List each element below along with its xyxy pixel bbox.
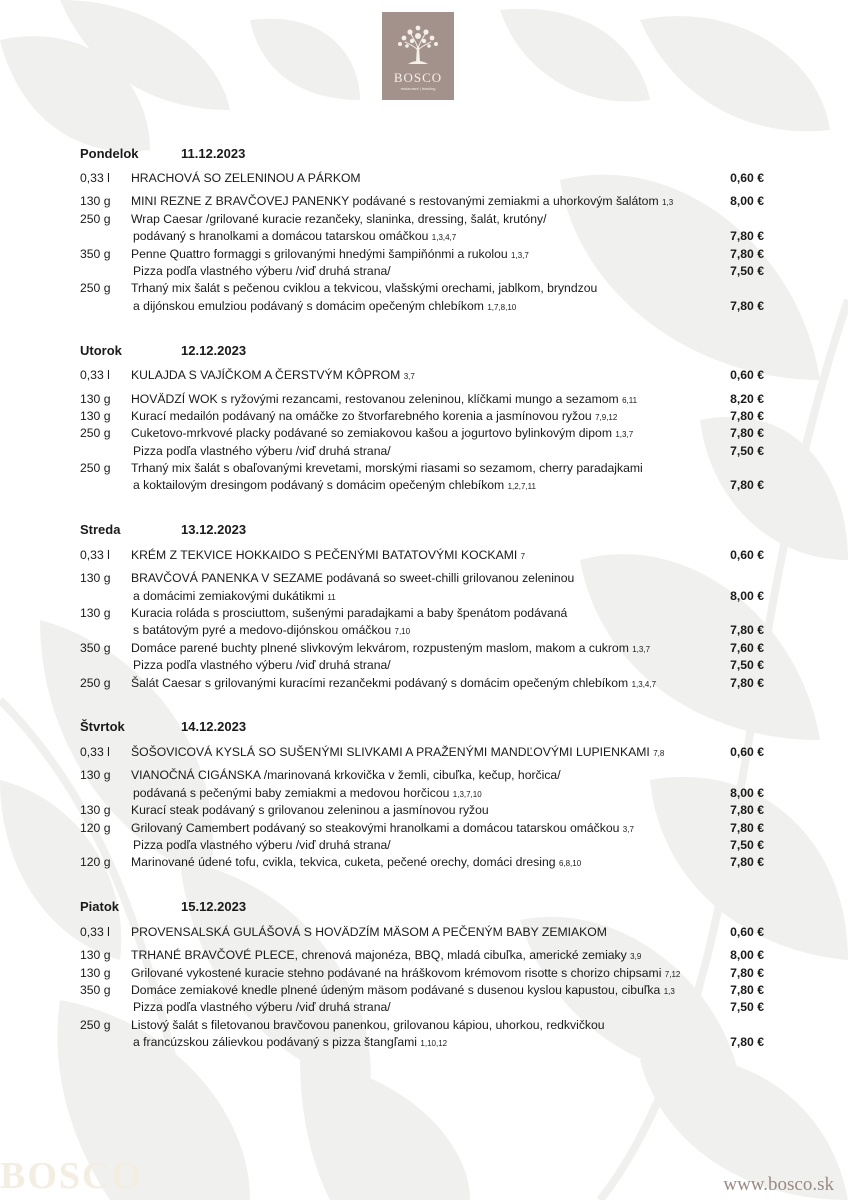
menu-item-row	[80, 965, 770, 982]
dish-text: KRÉM Z TEKVICE HOKKAIDO S PEČENÝMI BATATOVÝMI KOCKAMI	[131, 547, 518, 562]
menu-item-row	[80, 193, 770, 210]
menu-item-row	[80, 802, 770, 819]
dish-text: HOVÄDZÍ WOK s ryžovými rezancami, restovanou zeleninou, klíčkami mungo a sezamom	[131, 391, 619, 406]
allergen-codes: 7	[520, 551, 526, 561]
day-section	[80, 897, 770, 1052]
price: 7,50 €	[730, 837, 764, 852]
dish-text: Cuketovo-mrkvové placky podávané so zemiakovou kašou a jogurtovo bylinkovým dipom	[131, 426, 612, 441]
dish-text: Penne Quattro formaggi s grilovanými hnedými šampiňónmi a rukolou	[131, 246, 508, 261]
dish-text: Pizza podľa vlastného výberu /viď druhá strana/	[133, 1000, 391, 1015]
portion-size: 250 g	[80, 211, 111, 226]
dish-text: a domácimi zemiakovými dukátikmi	[133, 588, 324, 603]
day-header	[80, 143, 770, 163]
dish-text: Šalát Caesar s grilovanými kuracími rezančekmi podávaný s domácim opečeným chlebíkom	[131, 675, 629, 690]
allergen-codes: 1,3,7	[615, 430, 634, 440]
portion-size: 250 g	[80, 461, 111, 476]
price: 7,80 €	[730, 478, 764, 493]
portion-size: 130 g	[80, 391, 111, 406]
price: 7,60 €	[730, 640, 764, 655]
price: 7,80 €	[730, 675, 764, 690]
dish-text: PROVENSALSKÁ GULÁŠOVÁ S HOVÄDZÍM MÄSOM A PEČENÝM BABY ZEMIAKOM	[131, 924, 607, 939]
menu-item-row	[80, 460, 770, 477]
price: 7,80 €	[730, 820, 764, 835]
price: 7,80 €	[730, 855, 764, 870]
logo-tagline: restaurant | bowling	[400, 86, 436, 91]
day-header	[80, 340, 770, 360]
allergen-codes: 1,3,4,7	[431, 233, 457, 243]
day-date: 15.12.2023	[181, 899, 247, 915]
menu-item-row	[80, 408, 770, 425]
price: 0,60 €	[730, 924, 764, 939]
allergen-codes: 3,7	[403, 372, 415, 382]
price: 8,00 €	[730, 948, 764, 963]
allergen-codes: 7,10	[394, 627, 411, 637]
price: 7,50 €	[730, 263, 764, 278]
allergen-codes: 1,2,7,11	[507, 482, 536, 492]
price: 7,50 €	[730, 1000, 764, 1015]
dish-text: s batátovým pyré a medovo-dijónskou omáčkou	[133, 623, 392, 638]
dish-description	[131, 982, 690, 1000]
price: 8,20 €	[730, 391, 764, 406]
menu-item-row	[80, 228, 770, 245]
dish-text: Domáce zemiakové knedle plnené údeným mäsom podávané s dusenou kyslou kapustou, cibuľka	[131, 982, 661, 997]
portion-size: 130 g	[80, 606, 111, 621]
dish-description	[133, 588, 690, 606]
dish-text: Pizza podľa vlastného výberu /viď druhá strana/	[133, 443, 391, 458]
menu-item-row	[80, 657, 770, 674]
portion-size: 0,33 l	[80, 744, 110, 759]
dish-description	[133, 263, 690, 280]
menu-item-row	[80, 947, 770, 964]
allergen-codes: 1,3,7	[632, 644, 651, 654]
allergen-codes: 1,3,7	[511, 250, 529, 260]
menu-item-row	[80, 767, 770, 784]
dish-description	[131, 1017, 690, 1034]
dish-description	[131, 367, 690, 385]
allergen-codes: 1,10,12	[420, 1039, 448, 1049]
dish-description	[131, 802, 690, 819]
soup-row	[80, 547, 770, 564]
dish-description	[133, 837, 690, 854]
dish-text: Kurací medailón podávaný na omáčke zo štvorfarebného korenia a jasmínovou ryžou	[131, 408, 592, 423]
dish-text: KULAJDA S VAJÍČKOM A ČERSTVÝM KÔPROM	[131, 368, 401, 383]
day-name: Utorok	[80, 342, 122, 358]
menu-item-row	[80, 425, 770, 442]
dish-description	[131, 744, 690, 762]
portion-size: 350 g	[80, 246, 111, 261]
dish-text: ŠOŠOVICOVÁ KYSLÁ SO SUŠENÝMI SLIVKAMI A PRAŽENÝMI MANDĽOVÝMI LUPIENKAMI	[131, 744, 650, 759]
price: 0,60 €	[730, 368, 764, 383]
dish-text: podávaná s pečenými baby zemiakmi a medovou horčicou	[133, 785, 450, 800]
price: 7,80 €	[730, 803, 764, 818]
portion-size: 120 g	[80, 855, 111, 870]
portion-size: 0,33 l	[80, 171, 110, 185]
allergen-codes: 3,9	[630, 952, 642, 962]
menu-item-row	[80, 640, 770, 657]
menu-item-row	[80, 785, 770, 802]
menu-item-row	[80, 820, 770, 837]
portion-size: 130 g	[80, 965, 111, 980]
dish-description	[133, 785, 690, 803]
dish-text: MINI REZNE Z BRAVČOVEJ PANENKY podávané s restovanými zemiakmi a uhorkovým šalátom	[131, 194, 659, 209]
allergen-codes: 1,3,7,10	[452, 789, 482, 799]
portion-size: 250 g	[80, 426, 111, 441]
dish-text: podávaný s hranolkami a domácou tatarskou omáčkou	[133, 229, 429, 244]
menu-item-row	[80, 298, 770, 315]
day-date: 14.12.2023	[181, 719, 247, 735]
dish-description	[131, 193, 690, 211]
price: 7,80 €	[730, 426, 764, 441]
dish-text: Marinované údené tofu, cvikla, tekvica, cuketa, pečené orechy, domáci dresing	[131, 855, 556, 870]
dish-description	[131, 675, 690, 693]
price: 7,80 €	[730, 229, 764, 244]
menu-item-row	[80, 675, 770, 692]
price: 8,00 €	[730, 785, 764, 800]
price: 0,60 €	[730, 744, 764, 759]
day-date: 12.12.2023	[181, 342, 247, 358]
portion-size: 130 g	[80, 571, 111, 586]
day-name: Pondelok	[80, 145, 139, 161]
dish-description	[133, 1034, 690, 1052]
day-header	[80, 520, 770, 540]
dish-text: Listový šalát s filetovanou bravčovou panenkou, grilovanou kápiou, uhorkou, redkvičkou	[131, 1017, 605, 1032]
menu-item-row	[80, 211, 770, 228]
dish-text: Pizza podľa vlastného výberu /viď druhá strana/	[133, 837, 391, 852]
day-name: Streda	[80, 522, 121, 538]
menu-item-row	[80, 1017, 770, 1034]
day-name: Piatok	[80, 899, 120, 915]
portion-size: 130 g	[80, 768, 111, 783]
dish-description	[131, 640, 690, 658]
dish-text: VIANOČNÁ CIGÁNSKA /marinovaná krkovička v žemli, cibuľka, kečup, horčica/	[131, 768, 561, 783]
portion-size: 350 g	[80, 640, 111, 655]
allergen-codes: 1,3	[663, 986, 675, 996]
dish-description	[131, 854, 690, 872]
dish-description	[131, 547, 690, 565]
dish-text: a koktailovým dresingom podávaný s domácim opečeným chlebíkom	[133, 478, 505, 493]
price: 7,80 €	[730, 1035, 764, 1050]
dish-description	[131, 924, 690, 941]
menu-item-row	[80, 391, 770, 408]
day-date: 13.12.2023	[181, 522, 247, 538]
menu-item-row	[80, 280, 770, 297]
dish-description	[131, 570, 690, 587]
dish-description	[131, 965, 690, 983]
dish-description	[131, 425, 690, 443]
dish-text: TRHANÉ BRAVČOVÉ PLECE, chrenová majonéza, BBQ, mladá cibuľka, americké zemiaky	[131, 948, 627, 963]
allergen-codes: 7,9,12	[595, 412, 618, 422]
portion-size: 130 g	[80, 408, 111, 423]
portion-size: 130 g	[80, 803, 111, 818]
price: 7,80 €	[730, 298, 764, 313]
allergen-codes: 6,11	[622, 395, 638, 405]
logo-wordmark: BOSCO	[393, 70, 443, 85]
price: 7,50 €	[730, 443, 764, 458]
menu-item-row	[80, 854, 770, 871]
portion-size: 250 g	[80, 281, 111, 296]
soup-row	[80, 367, 770, 384]
portion-size: 120 g	[80, 820, 111, 835]
dish-text: Kurací steak podávaný s grilovanou zeleninou a jasmínovou ryžou	[131, 803, 489, 818]
menu-item-row	[80, 837, 770, 854]
dish-description	[133, 298, 690, 316]
portion-size: 130 g	[80, 948, 111, 963]
bosco-logo	[382, 12, 454, 100]
menu-item-row	[80, 443, 770, 460]
menu-item-row	[80, 477, 770, 494]
dish-description	[131, 246, 690, 264]
weekly-menu	[80, 143, 770, 1076]
soup-row	[80, 170, 770, 187]
dish-text: a francúzskou zálievkou podávaný s pizza štangľami	[133, 1035, 418, 1050]
allergen-codes: 3,7	[622, 824, 634, 834]
day-section	[80, 340, 770, 495]
menu-item-row	[80, 982, 770, 999]
price: 7,80 €	[730, 982, 764, 997]
portion-size: 350 g	[80, 982, 111, 997]
day-section	[80, 520, 770, 692]
soup-row	[80, 924, 770, 941]
allergen-codes: 1,3	[662, 198, 674, 208]
dish-text: Grilované vykostené kuracie stehno podávané na hráškovom krémovom risotte s chorizo chipsami	[131, 965, 662, 980]
price: 7,80 €	[730, 246, 764, 261]
website-link[interactable]: www.bosco.sk	[723, 1174, 834, 1195]
portion-size: 250 g	[80, 1017, 111, 1032]
dish-text: Domáce parené buchty plnené slivkovým lekvárom, rozpusteným maslom, makom a cukrom	[131, 640, 629, 655]
price: 8,00 €	[730, 588, 764, 603]
menu-item-row	[80, 588, 770, 605]
footer-logo-watermark: BOSCO	[0, 1155, 144, 1197]
soup-row	[80, 744, 770, 761]
menu-item-row	[80, 622, 770, 639]
menu-item-row	[80, 1034, 770, 1051]
dish-description	[133, 228, 690, 246]
dish-text: Grilovaný Camembert podávaný so steakovými hranolkami a domácou tatarskou omáčkou	[131, 820, 620, 835]
portion-size: 0,33 l	[80, 368, 110, 383]
dish-description	[131, 170, 690, 187]
portion-size: 130 g	[80, 194, 111, 209]
dish-description	[133, 443, 690, 460]
dish-description	[131, 460, 690, 477]
dish-text: Wrap Caesar /grilované kuracie rezančeky, slaninka, dressing, šalát, krutóny/	[131, 211, 547, 226]
allergen-codes: 11	[327, 592, 336, 602]
dish-description	[131, 391, 690, 409]
menu-item-row	[80, 605, 770, 622]
price: 0,60 €	[730, 547, 764, 562]
allergen-codes: 6,8,10	[558, 859, 582, 869]
dish-description	[131, 211, 690, 228]
day-section	[80, 717, 770, 872]
day-header	[80, 717, 770, 737]
dish-description	[133, 477, 690, 495]
dish-description	[131, 280, 690, 297]
dish-description	[131, 408, 690, 426]
dish-description	[131, 605, 690, 622]
dish-description	[133, 657, 690, 674]
dish-text: a dijónskou emulziou podávaný s domácim opečeným chlebíkom	[133, 298, 484, 313]
price: 7,50 €	[730, 658, 764, 673]
portion-size: 0,33 l	[80, 924, 110, 939]
portion-size: 0,33 l	[80, 547, 110, 562]
dish-description	[131, 947, 690, 965]
dish-text: Kuracia roláda s prosciuttom, sušenými paradajkami a baby špenátom podávaná	[131, 606, 568, 621]
dish-text: HRACHOVÁ SO ZELENINOU A PÁRKOM	[131, 171, 361, 185]
portion-size: 250 g	[80, 675, 111, 690]
dish-description	[133, 622, 690, 640]
menu-item-row	[80, 263, 770, 280]
price: 0,60 €	[730, 171, 764, 185]
day-name: Štvrtok	[80, 719, 125, 735]
dish-description	[133, 999, 690, 1016]
menu-item-row	[80, 246, 770, 263]
dish-description	[131, 820, 690, 838]
price: 8,00 €	[730, 194, 764, 209]
day-header	[80, 897, 770, 917]
menu-item-row	[80, 570, 770, 587]
dish-text: Trhaný mix šalát s obaľovanými krevetami, morskými riasami so sezamom, cherry paradajkami	[131, 461, 643, 476]
price: 7,80 €	[730, 965, 764, 980]
menu-item-row	[80, 999, 770, 1016]
dish-text: Trhaný mix šalát s pečenou cviklou a tekvicou, vlašskými orechami, jablkom, bryndzou	[131, 281, 598, 296]
tree-icon	[382, 16, 454, 72]
allergen-codes: 7,8	[653, 748, 665, 758]
day-date: 11.12.2023	[181, 145, 246, 161]
price: 7,80 €	[730, 408, 764, 423]
allergen-codes: 1,7,8,10	[487, 302, 517, 312]
price: 7,80 €	[730, 623, 764, 638]
dish-text: Pizza podľa vlastného výberu /viď druhá strana/	[133, 658, 391, 673]
dish-text: BRAVČOVÁ PANENKA V SEZAME podávaná so sweet-chilli grilovanou zeleninou	[131, 571, 575, 586]
dish-description	[131, 767, 690, 784]
dish-text: Pizza podľa vlastného výberu /viď druhá strana/	[133, 263, 391, 278]
allergen-codes: 7,12	[664, 969, 681, 979]
allergen-codes: 1,3,4,7	[631, 679, 657, 689]
day-section	[80, 143, 770, 315]
